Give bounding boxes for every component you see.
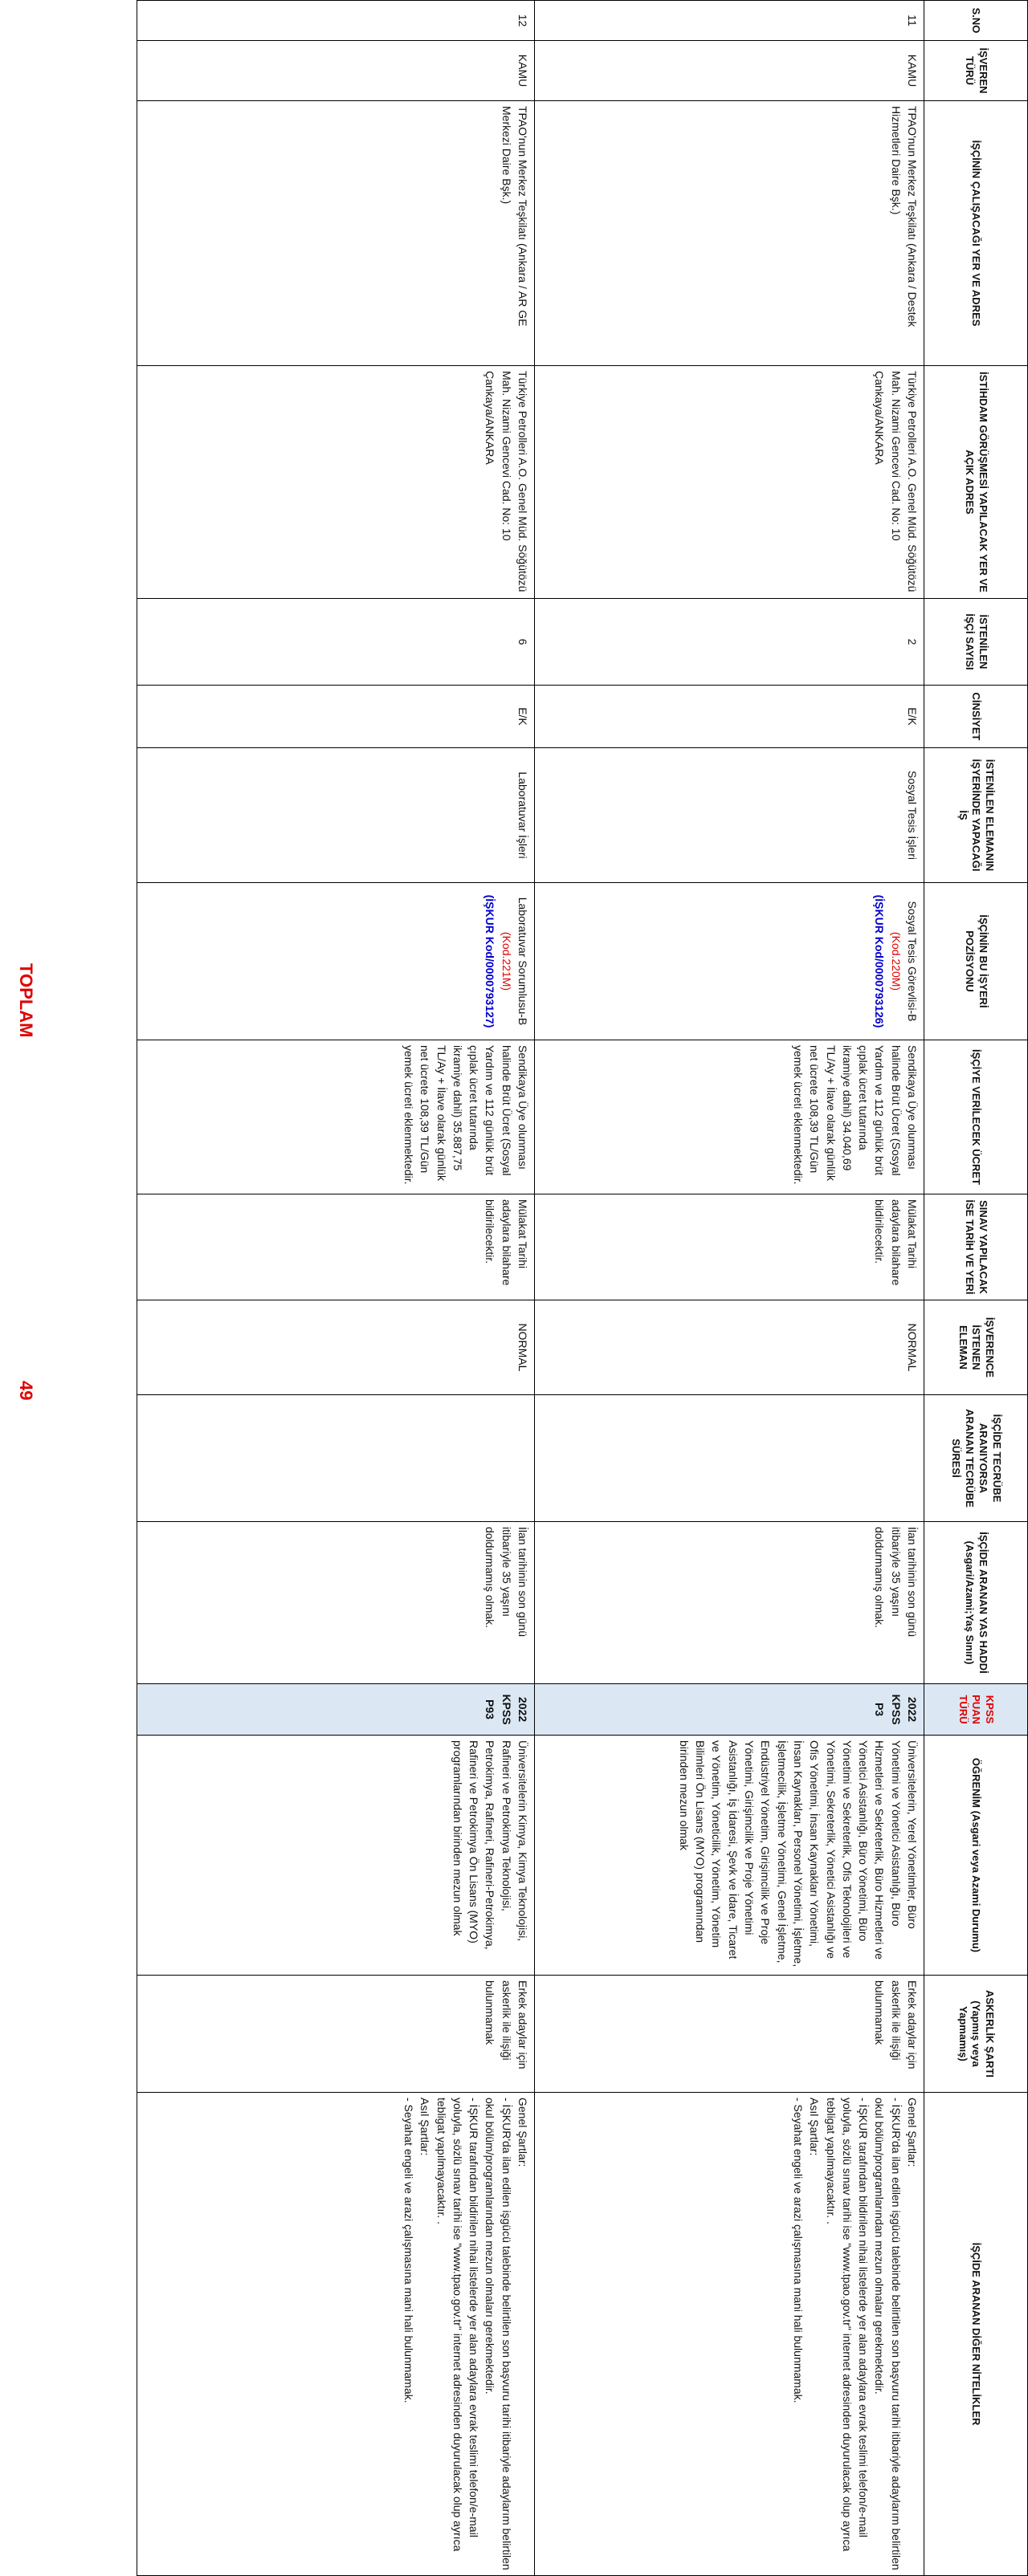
cell-calisma-yeri: TPAO'nun Merkez Teşkilatı (Ankara / Destek Hizmetleri Daire Bşk.) bbox=[535, 101, 924, 366]
cell-isveren-turu: KAMU bbox=[137, 41, 535, 101]
header-calisma-yeri: İŞÇİNİN ÇALIŞACAĞI YER VE ADRES bbox=[924, 101, 1028, 366]
cell-isci-sayisi: 2 bbox=[535, 599, 924, 686]
cell-ogrenim: Üniversitelerin, Yerel Yönetimler, Büro Yönetimi ve Yönetici Asistanlığı, Büro Hizmetleri ve Sekreterlik, Büro Hizmetleri ve Yönetici Asistanlığı, Büro Yönetimi, Büro Yönetimi ve Sekreterlik, Ofis Teknolojileri ve Yönetimi, Sekreterlik, Yönetici Asistanlığı ve Ofis Yönetimi, İnsan Kaynakları Yönetimi, İnsan Kaynakları, Personel Yönetimi, İşletme, İşletmecilik, İşletme Yönetimi, Genel İşletme, Endüstriyel Yönetim, Girişimcilik ve Proje Yönetimi, Girişimcilik ve Proje Yönetimi Asistanlığı, İş İdaresi, Şevk ve İdare, Ticaret ve Yönetim, Yöneticilik, Yönetim, Yönetim Bilimleri Ön Lisans (MYO) programından birinden mezun olmak bbox=[535, 1736, 924, 1976]
cell-tecrube bbox=[535, 1395, 924, 1522]
cell-ucret: Sendikaya Üye olunması halinde Brüt Ücret (Sosyal Yardım ve 112 günlük brüt çıplak ücret tutarında ikramiye dahil) 35.887,75 TL/Ay + İlave olarak günlük net ücrete 108,39 TL/Gün yemek ücreti eklenmektedir. bbox=[137, 1040, 535, 1194]
header-askerlik: ASKERLİK ŞARTI (Yapmış veya Yapmamış) bbox=[924, 1976, 1028, 2093]
table-row bbox=[137, 1, 535, 2576]
header-kpss: KPSS PUAN TÜRÜ bbox=[924, 1684, 1028, 1736]
cell-kpss: 2022 KPSS P93 bbox=[137, 1684, 535, 1736]
cell-askerlik: Erkek adaylar için askerlik ile ilişiği bulunmamak bbox=[535, 1976, 924, 2093]
cell-isci-sayisi: 6 bbox=[137, 599, 535, 686]
header-gorusme-yeri: İSTİHDAM GÖRÜŞMESİ YAPILACAK YER VE AÇIK ADRES bbox=[924, 366, 1028, 599]
pozisyon-kod: (Kod.220M) bbox=[889, 931, 903, 991]
header-cinsiyet: CİNSİYET bbox=[924, 686, 1028, 748]
cell-s-no: 11 bbox=[535, 1, 924, 41]
cell-nitelikler: Genel Şartlar: - İŞKUR'da ilan edilen işgücü talebinde belirtilen son başvuru tarihi itibariyle adaylarım belirtilen okul bölüm/programlarından mezun olmaları gerekmektedir. - İŞKUR tarafından bildirilen nihai listelerde yer alan adaylara evrak teslimi telefon/e-mail yoluyla, sözlü sınav tarihi ise "www.tpao.gov.tr" internet adresinden duyurulacak olup ayrıca tebligat yapılmayacaktır. . Asıl Şartlar: - Seyahat engeli ve arazi çalışmasına mani hali bulunmamak. bbox=[535, 2093, 924, 2576]
cell-pozisyon bbox=[137, 883, 535, 1040]
cell-isveren-turu: KAMU bbox=[535, 41, 924, 101]
header-ogrenim: ÖĞRENİM (Asgari veya Azami Durumu) bbox=[924, 1736, 1028, 1976]
cell-sinav: Mülakat Tarihi adaylara bilahare bildirilecektir. bbox=[535, 1194, 924, 1300]
total-label: TOPLAM bbox=[16, 963, 36, 1038]
header-nitelikler: İŞÇİDE ARANAN DİĞER NİTELİKLER bbox=[924, 2093, 1028, 2576]
header-row bbox=[924, 1, 1028, 2576]
header-yas: İŞÇİDE ARANAN YAS HADDİ (Asgari/Azami;Yaş Sınırı) bbox=[924, 1522, 1028, 1684]
cell-tecrube bbox=[137, 1395, 535, 1522]
cell-cinsiyet: E/K bbox=[535, 686, 924, 748]
cell-nitelikler: Genel Şartlar: - İŞKUR'da ilan edilen işgücü talebinde belirtilen son başvuru tarihi itibariyle adaylarım belirtilen okul bölüm/programlarından mezun olmaları gerekmektedir. - İŞKUR tarafından bildirilen nihai listelerde yer alan adaylara evrak teslimi telefon/e-mail yoluyla, sözlü sınav tarihi ise "www.tpao.gov.tr" internet adresinden duyurulacak olup ayrıca tebligat yapılmayacaktır. . Asıl Şartlar: - Seyahat engeli ve arazi çalışmasına mani hali bulunmamak. bbox=[137, 2093, 535, 2576]
pozisyon-iskur-kod: (İŞKUR Kod/0000793126) bbox=[873, 894, 887, 1028]
header-isveren-turu: İŞVEREN TÜRÜ bbox=[924, 41, 1028, 101]
header-s-no: S.NO bbox=[924, 1, 1028, 41]
cell-ogrenim: Üniversitelerin Kimya, Kimya Teknolojisi, Rafineri ve Petrokimya Teknolojisi, Petrokimya, Rafineri, Rafineri-Petrokimya, Rafineri ve Petrokimya Ön Lisans (MYO) programlarından birinden mezun olmak bbox=[137, 1736, 535, 1976]
header-ucret: İŞÇİYE VERİLECEK ÜCRET bbox=[924, 1040, 1028, 1194]
header-sinav: SINAV YAPILACAK İSE TARİH VE YERİ bbox=[924, 1194, 1028, 1300]
header-isci-sayisi: İSTENİLEN İŞÇİ SAYISI bbox=[924, 599, 1028, 686]
cell-eleman: NORMAL bbox=[535, 1300, 924, 1395]
cell-cinsiyet: E/K bbox=[137, 686, 535, 748]
cell-yas: İlan tarihinin son günü itibariyle 35 yaşını doldurmamış olmak. bbox=[535, 1522, 924, 1684]
cell-is: Sosyal Tesis İşleri bbox=[535, 748, 924, 883]
cell-gorusme-yeri: Türkiye Petrolleri A.O. Genel Müd. Söğütözü Mah. Nizami Gencevi Cad. No: 10 Çankaya/ANKARA bbox=[137, 366, 535, 599]
cell-is: Laboratuvar İşleri bbox=[137, 748, 535, 883]
header-pozisyon: İŞÇİNİN BU İŞYERİ POZİSYONU bbox=[924, 883, 1028, 1040]
pozisyon-title: Sosyal Tesis Görevlisi-B bbox=[906, 901, 919, 1022]
job-listing-table bbox=[137, 0, 1028, 2576]
pozisyon-kod: (Kod.221M) bbox=[500, 931, 513, 991]
pozisyon-iskur-kod: (İŞKUR Kod/0000793127) bbox=[483, 894, 497, 1028]
cell-kpss: 2022 KPSS P3 bbox=[535, 1684, 924, 1736]
cell-yas: İlan tarihinin son günü itibariyle 35 yaşını doldurmamış olmak. bbox=[137, 1522, 535, 1684]
header-tecrube: İŞÇİDE TECRÜBE ARANIYORSA ARANAN TECRÜBE SÜRESİ bbox=[924, 1395, 1028, 1522]
cell-gorusme-yeri: Türkiye Petrolleri A.O. Genel Müd. Söğütözü Mah. Nizami Gencevi Cad. No: 10 Çankaya/ANKARA bbox=[535, 366, 924, 599]
table-row bbox=[535, 1, 924, 2576]
header-eleman: İŞVERENCE İSTENEN ELEMAN bbox=[924, 1300, 1028, 1395]
cell-askerlik: Erkek adaylar için askerlik ile ilişiği bulunmamak bbox=[137, 1976, 535, 2093]
header-is: İSTENİLEN ELEMANIN İŞYERİNDE YAPACAĞI İŞ bbox=[924, 748, 1028, 883]
cell-s-no: 12 bbox=[137, 1, 535, 41]
cell-pozisyon bbox=[535, 883, 924, 1040]
total-value: 49 bbox=[16, 1381, 36, 1401]
cell-sinav: Mülakat Tarihi adaylara bilahare bildirilecektir. bbox=[137, 1194, 535, 1300]
cell-calisma-yeri: TPAO'nun Merkez Teşkilatı (Ankara / AR GE Merkezi Daire Bşk.) bbox=[137, 101, 535, 366]
cell-eleman: NORMAL bbox=[137, 1300, 535, 1395]
cell-ucret: Sendikaya Üye olunması halinde Brüt Ücret (Sosyal Yardım ve 112 günlük brüt çıplak ücret tutarında ikramiye dahil) 34.040,69 TL/Ay + İlave olarak günlük net ücrete 108,39 TL/Gün yemek ücreti eklenmektedir. bbox=[535, 1040, 924, 1194]
pozisyon-title: Laboratuvar Sorumlusu-B bbox=[516, 897, 529, 1026]
